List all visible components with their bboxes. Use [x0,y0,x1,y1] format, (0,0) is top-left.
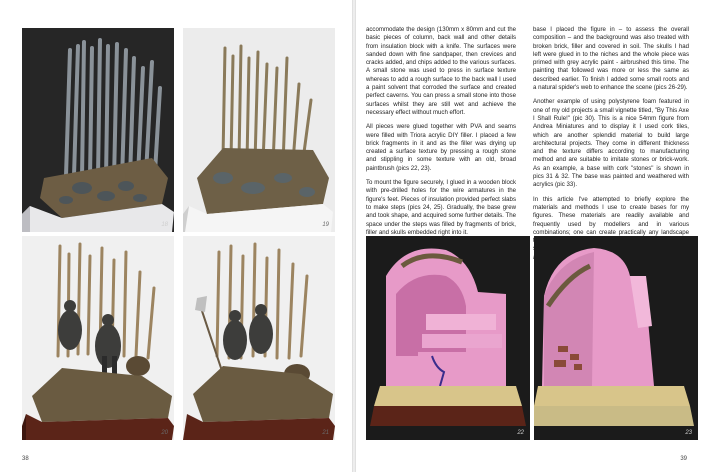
paragraph: In this article I've attempted to briefly explore the materials and methods I use to create bases for my figures. These materials are readily available and frequently used by modellers and in various combinations; one can create practically any landscape [533,195,689,236]
photo-21 [183,236,335,440]
photo-number: 23 [685,430,692,436]
photo-23 [534,236,698,440]
left-page [0,0,352,472]
pink-foam-ruin-image [366,236,530,440]
photo-number: 22 [517,430,524,436]
paragraph: Another example of using polystyrene foam featured in one of my old projects a small vignette titled, "By This Axe I Shall Rule!" (pic 30). This is a nice 54mm figure from Andrea Miniatures and to display it I used cork tiles, which are another splendid material to build large architectural projects. They come in different thickness and the texture differs according to manufacturing method and are suitable to imitate stones or brick-work. As an example, a base with cork "stones" is shown in pics 31 & 32. The base was painted and weathered with acrylics (pic 33). [533,98,689,189]
page-number-left: 38 [22,456,29,462]
paragraph: accommodate the design (130mm x 80mm and cut the basic pieces of column, back wall and other details from insulation block with a knife. The surfaces were sanded down with fine sandpaper, then crevices and cracks added, and chips added to the various surfaces. A small stone was used to press in surface texture whereas to add a rough surface to the back wall I used a paint solvent that corroded the surface and created perfect caverns. You can press a small stone into those surfaces whilst they are still wet and achieve the necessary effect without much effort. [366,26,516,116]
pink-foam-back-image [534,236,698,440]
right-page [356,0,709,472]
page-number-right: 39 [680,456,687,462]
base-with-stakes-image [22,28,174,232]
paragraph: To mount the figure securely, I glued in a wooden block with pre-drilled holes for the wire armatures in the figure's feet. Pieces of insulation provided perfect slabs to make steps (pics 24, 25). Gradually, the base grew and took shape, and acquired some further details. The space under the steps was filled by fragments of brick, filler and skulls embedded right into it. [366,179,516,236]
figures-on-base-image [22,236,174,440]
photo-18 [22,28,174,232]
paragraph: base I placed the figure in – to assess the overall composition – and the background was also treated with broken brick, filler and covered in soil. The skulls I had left were glued in to the niches and the whole piece was primed with grey acrylic paint - airbrushed this time. The painting that followed was more or less the same as described earlier. To finish I added some small roots and a natural spider's web to enhance the scene (pics 26-29). [533,26,689,92]
photo-19 [183,28,335,232]
photo-22 [366,236,530,440]
figures-alt-angle-image [183,236,335,440]
photo-number: 21 [322,430,329,436]
photo-20 [22,236,174,440]
painted-base-image [183,28,335,232]
article-column-2 [533,26,689,268]
photo-number: 20 [161,430,168,436]
photo-number: 19 [322,222,329,228]
paragraph: All pieces were glued together with PVA and seams were filled with Triora acrylic DIY filler. I placed a few brick fragments in it and as the filler was drying up created a surface texture by pressing a rough stone and stippling in some texture with an old, broad paintbrush (pics 22, 23). [366,123,516,172]
photo-number: 18 [161,222,168,228]
